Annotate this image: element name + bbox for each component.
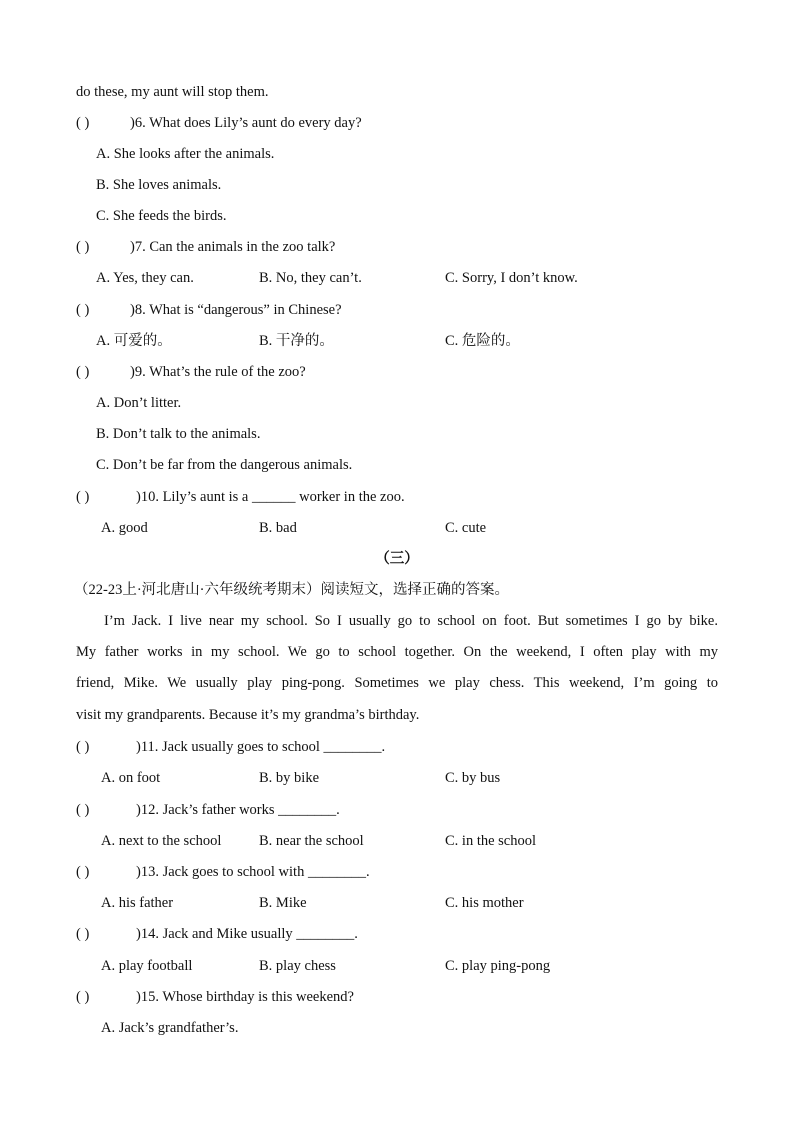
answer-blank[interactable]: ( ) (76, 739, 90, 755)
option-a: A. next to the school (101, 833, 222, 849)
question-text: )9. What’s the rule of the zoo? (130, 364, 306, 380)
option-b: B. She loves animals. (96, 177, 222, 193)
option-b: B. No, they can’t. (259, 270, 362, 286)
option-c: C. by bus (445, 770, 501, 786)
option-c: C. 危险的。 (445, 333, 520, 349)
option-a: A. Jack’s grandfather’s. (101, 1020, 239, 1036)
option-b: B. bad (259, 520, 297, 536)
section-title: （三） (375, 551, 419, 567)
option-b: B. play chess (259, 958, 336, 974)
answer-blank[interactable]: ( ) (76, 489, 90, 505)
passage-line: friend, Mike. We usually play ping-pong. Sometimes we play chess. This weekend, I’m going to (76, 675, 718, 692)
answer-blank[interactable]: ( ) (76, 989, 90, 1005)
question-text: )15. Whose birthday is this weekend? (136, 989, 354, 1005)
answer-blank[interactable]: ( ) (76, 115, 90, 131)
question-text: )14. Jack and Mike usually ________. (136, 926, 358, 942)
question-text: )8. What is “dangerous” in Chinese? (130, 302, 342, 318)
answer-blank[interactable]: ( ) (76, 926, 90, 942)
option-b: B. by bike (259, 770, 320, 786)
option-b: B. Mike (259, 895, 307, 911)
question-text: )10. Lily’s aunt is a ______ worker in the zoo. (136, 489, 405, 505)
question-text: )6. What does Lily’s aunt do every day? (130, 115, 362, 131)
option-b: B. near the school (259, 833, 364, 849)
option-b: B. 干净的。 (259, 333, 334, 349)
option-c: C. cute (445, 520, 487, 536)
answer-blank[interactable]: ( ) (76, 864, 90, 880)
option-c: C. Sorry, I don’t know. (445, 270, 578, 286)
option-c: C. his mother (445, 895, 524, 911)
option-c: C. in the school (445, 833, 537, 849)
reading-passage (76, 606, 718, 731)
passage-line: My father works in my school. We go to school together. On the weekend, I often play with my (76, 644, 718, 661)
option-a: A. his father (101, 895, 174, 911)
passage-line: visit my grandparents. Because it’s my grandma’s birthday. (76, 706, 420, 723)
option-a: A. Don’t litter. (96, 395, 182, 411)
option-a: A. play football (101, 958, 193, 974)
section-instructions: （22-23上·河北唐山·六年级统考期末）阅读短文，选择正确的答案。 (74, 582, 509, 598)
option-a: A. She looks after the animals. (96, 146, 275, 162)
question-text: )13. Jack goes to school with ________. (136, 864, 370, 880)
option-c: C. play ping-pong (445, 958, 551, 974)
option-a: A. on foot (101, 770, 161, 786)
option-a: A. 可爱的。 (96, 333, 172, 349)
option-a: A. good (101, 520, 148, 536)
answer-blank[interactable]: ( ) (76, 302, 90, 318)
question-text: )7. Can the animals in the zoo talk? (130, 239, 336, 255)
passage-line: I’m Jack. I live near my school. So I usually go to school on foot. But sometimes I go by bike. (104, 613, 718, 629)
question-text: )12. Jack’s father works ________. (136, 802, 340, 818)
answer-blank[interactable]: ( ) (76, 364, 90, 380)
option-c: C. Don’t be far from the dangerous animals. (96, 457, 353, 473)
answer-blank[interactable]: ( ) (76, 239, 90, 255)
option-a: A. Yes, they can. (96, 270, 194, 286)
intro-tail: do these, my aunt will stop them. (76, 84, 269, 100)
question-text: )11. Jack usually goes to school ________. (136, 739, 386, 755)
option-b: B. Don’t talk to the animals. (96, 426, 261, 442)
option-c: C. She feeds the birds. (96, 208, 227, 224)
answer-blank[interactable]: ( ) (76, 802, 90, 818)
